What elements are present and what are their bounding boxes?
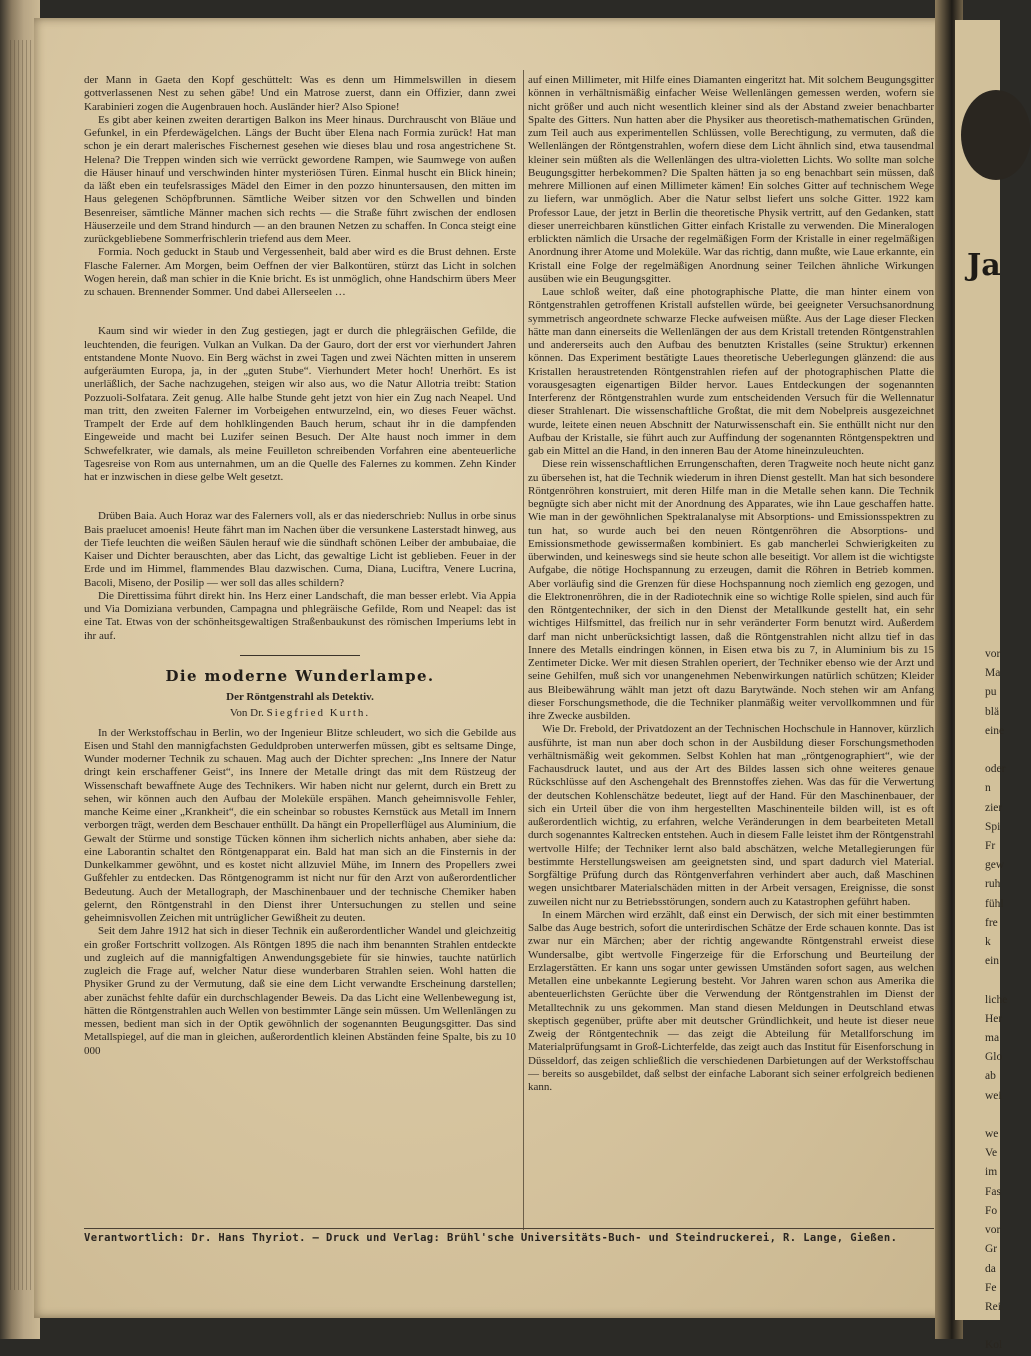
next-page-word: ab <box>985 1070 996 1083</box>
left-paragraph: Die Direttissima führt direkt hin. Ins Herz einer Landschaft, die man besser erlebt. Via Appia und Via Domiziana verbunden, Campagna und phlegräische Gefilde, Rom und Neapel: das ist eine Tat. Etwas von der schönheitsgewaltigen Straßenbaukunst des römischen Imperiums lebt in ihr auf. <box>84 589 516 642</box>
page-edge-lines <box>10 40 36 1290</box>
next-page-word: n <box>985 782 991 795</box>
next-page-word: vor <box>985 1224 1001 1237</box>
next-page-word: Gr <box>985 1243 998 1256</box>
next-page-word: Fr <box>985 840 996 853</box>
next-page-image-fragment <box>961 90 1031 180</box>
next-page-word: Fas <box>985 1185 1001 1198</box>
next-page-word: vor <box>985 648 1001 660</box>
next-page-word: eine <box>985 724 1005 737</box>
next-page-word: im <box>985 1166 998 1179</box>
next-page-word: ein <box>985 955 1000 968</box>
byline-author: Siegfried Kurth. <box>266 707 371 720</box>
footer-rule <box>84 1228 934 1229</box>
left-paragraph: Formia. Noch geduckt in Staub und Vergessenheit, bald aber wird es die Brust dehnen. Erste Flasche Falerner. Am Morgen, beim Oeffnen der vier Balkontüren, stürzt das Licht in solchen Wogen herein, daß man schier in die Knie bricht. Es ist unmöglich, ohne Handschirm übers Meer zu schauen. Brennender Sommer. Und dabei Allerseelen … <box>84 246 516 298</box>
next-page-fragment <box>955 20 1008 1352</box>
column-divider <box>523 70 524 1230</box>
article-paragraph: Seit dem Jahre 1912 hat sich in dieser Technik ein außerordentlicher Wandel und gleichzeitig ein großer Fortschritt vollzogen. Als Röntgen 1895 die nach ihm benannten Strahlen entdeckte und zugleich auf die mannigfaltigen Anwendungsgebiete für sie hinwies, tauchte natürlich zugleich die Frage auf, welcher Natur diese wunderbaren Strahlen seien. Wohl hatten die Physiker Grund zu der Vermutung, daß sie eine dem Licht verwandte Erscheinung darstellen; aber zunächst fehlte dafür ein durchschlagender Beweis. Da das Licht eine Wellenbewegung ist, hätten die Röntgenstrahlen auch Wellen von bestimmter Länge sein müssen. Um Wellenlängen zu messen, bedient man sich in der Optik gewöhnlich der sogenannten Beugungsgitter. Das sind Metallspiegel, auf die man in gleichen, außerordentlich kleinen Abständen feine Spalte, bis zu 10 000 <box>84 925 516 1057</box>
next-page-word <box>985 741 1005 760</box>
right-paragraph: auf einen Millimeter, mit Hilfe eines Diamanten eingeritzt hat. Mit solchem Beugungsgitter können in verhältnismäßig einfacher Weise Wellenlängen gemessen werden, wofern sie nicht größer und auch nicht wesentlich kleiner sind als der Abstand zweier benachbarter Spalte des Gitters. Nun hatten aber die Physiker aus theoretisch-mathematischen Gründen, zum Teil auch aus experimentellen Schlüssen, volle Berechtigung, zu vermuten, daß die Wellenlängen der Röntgenstrahlen, wofern diese dem Licht ähnlich sind, etwa tausendmal kleiner sein müßten als die Wellenlängen des ultra-violetten Lichts. Wo sollte man solche Beugungsgitter herbekommen? Die Spalten hätten ja so eng benachbart sein müssen, daß mehrere Millionen auf einen Millimeter kämen! Ein solches Gitter auf technischem Wege zu liefern, war unmöglich. Aber die Natur selbst liefert uns solche Gitter. 1922 kam Professor Laue, der jetzt in Berlin die theoretische Physik vertritt, auf den Gedanken, statt dieser unerreichbaren künstlichen Gitter einfach Kristalle zu verwenden. Die Mineralogen erblickten nämlich die Ursache der regelmäßigen Form der Kristalle in einer regelmäßigen Anordnung ihrer Atome und Moleküle. War das richtig, dann mußte, wie Laue erkannte, ein Kristall eine Folge der regelmäßigen Anordnung seiner Teilchen ähnliche Wirkungen ausüben wie ein Beugungsgitter. <box>528 74 934 285</box>
article-subtitle: Der Röntgenstrahl als Detektiv. <box>226 691 374 703</box>
article-title: Die moderne Wunderlampe. <box>165 666 435 685</box>
next-page-word: Kol <box>985 1339 1003 1352</box>
next-page-word: blä <box>985 705 1000 718</box>
section-divider <box>240 655 360 656</box>
right-column <box>528 74 934 1094</box>
next-page-words <box>985 645 1008 1356</box>
next-page-word: Spi <box>985 820 1001 833</box>
next-page-word: oder <box>985 763 1006 776</box>
left-paragraph: Kaum sind wir wieder in den Zug gestiegen, jagt er durch die phlegräischen Gefilde, die leuchtenden, die feurigen. Vulkan an Vulkan. Da der Gauro, dort der erst vor vierhundert Jahren entstandene Monte Nuovo. Ein Berg wächst in zwei Tagen und zwei Nächten mitten in unserem aufgeräumten Europa, ja, in der „guten Stube“. Vierhundert Meter hoch! Unerhört. Es ist unerläßlich, der Sache nachzugehen, steigen wir also aus, wo die Natur Allotria treibt: Station Pozzuoli-Solfatara. Zeit genug. Alle halbe Stunde geht jetzt von hier ein Zug nach Neapel. Und man tritt, den zweiten Falerner im Vorbeigehen entwurzelnd, ein, wo dieses Feuer wächst. Trampelt der Erde auf dem hohlklingenden Bauch herum, schaut ihr in die dampfenden Eingeweide und macht bei Luzifer seinen Besuch. Der Alte haust noch immer in dem Schwefelkrater, wie damals, als meine Feuilleton schreibenden Vorfahren eine abenteuerliche Tagesreise von Rom aus unternahmen, um an die Quelle des Falernes zu kommen. Zehn Kinder hat er inzwischen in diese gelbe Welt gesetzt. <box>84 325 516 483</box>
next-page-word: fühl <box>985 897 1004 910</box>
right-paragraph: Diese rein wissenschaftlichen Errungenschaften, deren Tragweite noch heute nicht ganz zu übersehen ist, hat die Technik wiederum in ihren Dienst gestellt. Man hat sich besondere Röntgenröhren konstruiert, mit deren Hilfe man in die Metalle sehen kann. Die Technik begnügte sich aber nicht mit der Anordnung des Apparates, wie ihn Laue geschaffen hatte. Wie man in der gewöhnlichen Spektralanalyse mit Absorptions- und Emissionsspektren zu tun hat, so wurde auch bei den neuen Röntgenröhren die Absorptions- und Emissionsmethode gewissermaßen kombiniert. Es gab mancherlei Schwierigkeiten zu überwinden, und keineswegs sind sie heute schon alle beseitigt. Vor allem ist die wichtigste Aufgabe, die nötige Hochspannung zu erzeugen, damit die Röhren in Betrieb kommen. Aber vorläufig sind die Grenzen für diese Hochspannung noch ziemlich eng gezogen, und die Elektronenröhren, die in der Radiotechnik eine so wichtige Rolle spielen, sind auch für den Röntgentechniker, der sich in den Dienst der Metallkunde gestellt hat, ein sehr wichtiges Hilfsmittel, das freilich nur in sehr veränderter Form benutzt wird. Außerdem darf man nicht unberücksichtigt lassen, daß die Röntgenstrahlen nicht allzu tief in das Innere des Metalls eindringen können, in Eisen etwa bis zu 7, in Aluminium bis zu 15 Zentimeter Dicke. Wer mit diesen Strahlen operiert, der Techniker ebenso wie der Arzt und seine Gehilfen, muß sich vor unangenehmen Nebenwirkungen natürlich schützen; Kleider aus Bleibewährung wählt man jetzt oft dazu Barytwände. Noch stehen wir am Anfang dieser Forschungsmethode, die die Techniker planmäßig weiter vervollkommnen und für ihre Zwecke ausbilden. <box>528 458 934 722</box>
next-page-word: k <box>985 936 991 949</box>
article-byline <box>84 707 516 720</box>
next-page-word: Ma <box>985 667 1001 680</box>
left-column <box>84 74 516 1058</box>
next-page-word: Fo <box>985 1204 998 1217</box>
next-page-word: Glo <box>985 1051 1003 1064</box>
next-page-word: zier <box>985 801 1003 814</box>
next-page-word: ma <box>985 1032 1000 1045</box>
right-paragraph: Laue schloß weiter, daß eine photographische Platte, die man hinter einem von Röntgenstrahlen getroffenen Kristall aufstellen würde, bei geeigneter Versuchsanordnung symmetrisch angeordnete schwarze Flecke aufweisen müßte. Aus der Lage dieser Flecken hätte man dann einerseits die Wellenlängen der aus dem Kristall tretenden Röntgenstrahlen und andererseits auch den Aufbau des benutzten Kristalles (seine Struktur) erkennen können. Das Experiment bestätigte Laues theoretische Ueberlegungen glänzend: die aus Kristallen heraustretenden Röntgenstrahlen riefen auf der photographischen Platte die vorausgesagten eigenartigen Bilder hervor. Laues Entdeckungen der sogenannten Interferenz der Röntgenstrahlen wurde zum entscheidenden Versuch für die Wellennatur dieser Strahlenart. Die wissenschaftliche Großtat, die mit dem Nobelpreis ausgezeichnet wurde, leitete einen neuen Abschnitt der Naturwissenschaft ein. Sie enthüllt nicht nur den Aufbau der Kristalle, sie führt auch zur Auffindung der sogenannten Röntgenspektren und gab ein Mittel an die Hand, in den inneren Bau der Atome hineinzuleuchten. <box>528 286 934 457</box>
right-paragraph: In einem Märchen wird erzählt, daß einst ein Derwisch, der sich mit einer bestimmten Salbe das Auge bestrich, sofort die unterirdischen Schätze der Erde schauen konnte. Das ist zwar nur ein Märchen; aber der richtig angewandte Röntgenstrahl erweist diese Wundersalbe, gibt wertvolle Fingerzeige für die Erforschung und Beurteilung der Erzlagerstätten. Er kann uns sogar unter gewissen Umständen sofort sagen, aus welchen Metallen eine unbekannte Legierung besteht. Vor Jahren waren schon aus Amerika die abenteuerlichsten Gerüchte über die Verwendung der Röntgenstrahlen im Dienst der Metalltechnik zu uns gekommen. Man stand diesen Meldungen in Deutschland etwas skeptisch gegenüber, prüfte aber mit deutscher Gründlichkeit, und heute ist dieser neue Zweig der Röntgentechnik — das zeigt die Abteilung für Metallforschung im Materialprüfungsamt in Groß-Lichterfelde, das zeigt auch das Institut für Eisenforschung in Düsseldorf, das zeigen schließlich die verschiedenen Darbietungen auf der Werkstoffschau — bereits so ausgebildet, daß selbst der einfache Laborant sich seiner erfolgreich bedienen kann. <box>528 908 934 1093</box>
next-page-word: Her <box>985 1012 1003 1025</box>
next-page-word: Fe <box>985 1281 997 1294</box>
frebold-prefix: Wie <box>542 723 560 736</box>
next-page-word: we <box>985 1128 999 1141</box>
byline-prefix: Von Dr. <box>229 707 264 720</box>
frebold-text: Dr. Frebold, der Privatdozent an der Technischen Hochschule in Hannover, kürzlich ausführte, ist man nun aber doch schon in der Ausbildung dieser Forschungsmethoden verhältnismäßig weit gekommen. Selbst Kohlen hat man „röntgenographiert“, wie der Fachausdruck lautet, und aus der Art des Bildes lassen sich ohne weiteres genaue Rückschlüsse auf den Aschengehalt des Brennstoffes ziehen. Was das für die Verwertung der deutschen Kohlenschätze bedeutet, liegt auf der Hand. Für den Maschinenbauer, der sich ein Urteil über die von ihm hergestellten Maschinenteile bilden will, ist es oft außerordentlich wichtig, zu erfahren, welche Veränderungen in dem bearbeiteten Metall durch sogenanntes Kaltrecken entstehen. Auch in diesem Falle leistet ihm der Röntgenstrahl wertvolle Hilfe; der Techniker lernt also bald abschätzen, welche Metallegierungen für bestimmte Herstellungsweisen am geeignetsten sind, und spart dadurch viel Material. Sorgfältige Prüfung durch das Röntgenverfahren verhindert aber auch, daß Maschinen wegen unsichtbarer Materialschäden mitten in der Arbeit versagen, Ereignisse, die sonst zuweilen nicht nur zu Betriebsstörungen, sondern auch zu Katastrophen geführt haben. <box>528 723 934 908</box>
next-page-word: pu <box>985 686 997 699</box>
next-page-word: liche <box>985 993 1008 1006</box>
next-page-word <box>985 1317 1005 1336</box>
left-paragraph: Es gibt aber keinen zweiten derartigen Balkon ins Meer hinaus. Durchrauscht von Bläue und Gefunkel, in ein Pferdewägelchen. Längs der Bucht über Elena nach Formia zurück! Hat man schon je ein derart malerisches Fischernest gesehen wie dieses blau und rosa angestrichene St. Helena? Die Treppen winden sich wie verrückt gewordene Rampen, wie Saumwege von außen die Häuser hinauf und verschwinden hinter mysteriösen Türen. Einmal huscht ein Blick hinein; da läßt eben ein teufelsrassiges Mädel den Eimer in den pozzo hinuntersausen, den mitten im Haus gelegenen Schöpfbrunnen. Sämtliche Weiber sitzen vor den Schwellen und binden Besenreiser, sämtliche Männer machen sich rechts — die Straße führt zwischen der endlosen Häuserzeile und dem Strand hindurch — an den braunen Netzen zu schaffen. In Conca steigt eine zurückgebliebene Sommerfrischlerin triefend aus dem Meer. <box>84 113 516 245</box>
next-page-word <box>985 971 1005 990</box>
next-page-word <box>985 1106 1005 1125</box>
next-page-word: Ve <box>985 1147 998 1160</box>
imprint-footer: Verantwortlich: Dr. Hans Thyriot. — Druck und Verlag: Brühl'sche Universitäts-Buch- und Steindruckerei, R. Lange, Gießen. <box>84 1232 898 1244</box>
next-page-word: ruh <box>985 878 1001 891</box>
next-page-word: fre <box>985 916 998 929</box>
next-page-word: da <box>985 1262 996 1275</box>
right-paragraph <box>528 723 934 909</box>
next-page-heading: Ja <box>967 248 1001 283</box>
article-paragraph: In der Werkstoffschau in Berlin, wo der Ingenieur Blitze schleudert, wo sich die Gebilde aus Eisen und Stahl den mannigfachsten Geduldproben unterwerfen müssen, gibt es seltsame Dinge, Wunder moderner Technik zu schauen. Mag auch der Dichter sprechen: „Ins Innere der Natur dringt kein erschaffener Geist“, ins Innere der Metalle dringt das mit dem Rüstzeug der Wissenschaft bewaffnete Auge des Technikers. Wir haben nicht nur gelernt, durch ein Brett zu sehen, wir können auch den Aufbau der Moleküle erspähen. Manch geheimnisvolle Fehler, manche Keime einer „Krankheit“, die ein scheinbar so robustes Kernstück aus Metall im Innern verborgen trägt, werden dem Beschauer enthüllt. Da hängt ein Propellerflügel aus Aluminium, die Gewalt der Stürme und sonstige Tücken können ihm sicherlich nichts anhaben, aber siehe da: eine Laborantin schaltet den Röntgenapparat ein. Bald hat man sich an die Finsternis in der Dunkelkammer gewöhnt, und es kostet nicht allzuviel Mühe, im Innern des Propellers zwei Gußfehler zu entdecken. Das Röntgenogramm ist nicht nur für den Arzt von außerordentlicher Bedeutung. Auch der Metallograph, der Maschinenbauer und der technische Chemiker haben gelernt, den Röntgenstrahl in den Dienst ihrer Untersuchungen zu stellen und seine geheimnisvollen Zeichen mit untrüglicher Gewißheit zu deuten. <box>84 726 516 924</box>
next-page-word: Rei <box>985 1300 1001 1313</box>
left-paragraph: der Mann in Gaeta den Kopf geschüttelt: Was es denn um Himmelswillen in diesem gottverlassenen Nest zu sehen gäbe! Und ein Matrose zuerst, dann ein Offizier, dann zwei Karabinieri zogen die Augenbrauen hoch. Ausländer hier? Also Spione! <box>84 74 516 113</box>
next-page-word: wei <box>985 1089 1002 1102</box>
next-page-word: gew <box>985 859 1005 872</box>
left-paragraph: Drüben Baia. Auch Horaz war des Falerners voll, als er das niederschrieb: Nullus in orbe sinus Bais praelucet amoenis! Heute fährt man im Nachen über die versunkene Lasterstadt hinweg, aus der Tiefe leuchten die weißen Säulen herauf wie die sündhaft schönen Leiber der ambubaiae, die Kaiser und Dichter berauschten, aber das Licht, das gewaltige Licht ist geblieben. Feuer in der Erde und im Himmel, flammendes Blau dazwischen. Cuma, Diana, Luciftra, Venere Lucrina, Bacoli, Miseno, der Posilip — wer soll das alles schildern? <box>84 510 516 589</box>
